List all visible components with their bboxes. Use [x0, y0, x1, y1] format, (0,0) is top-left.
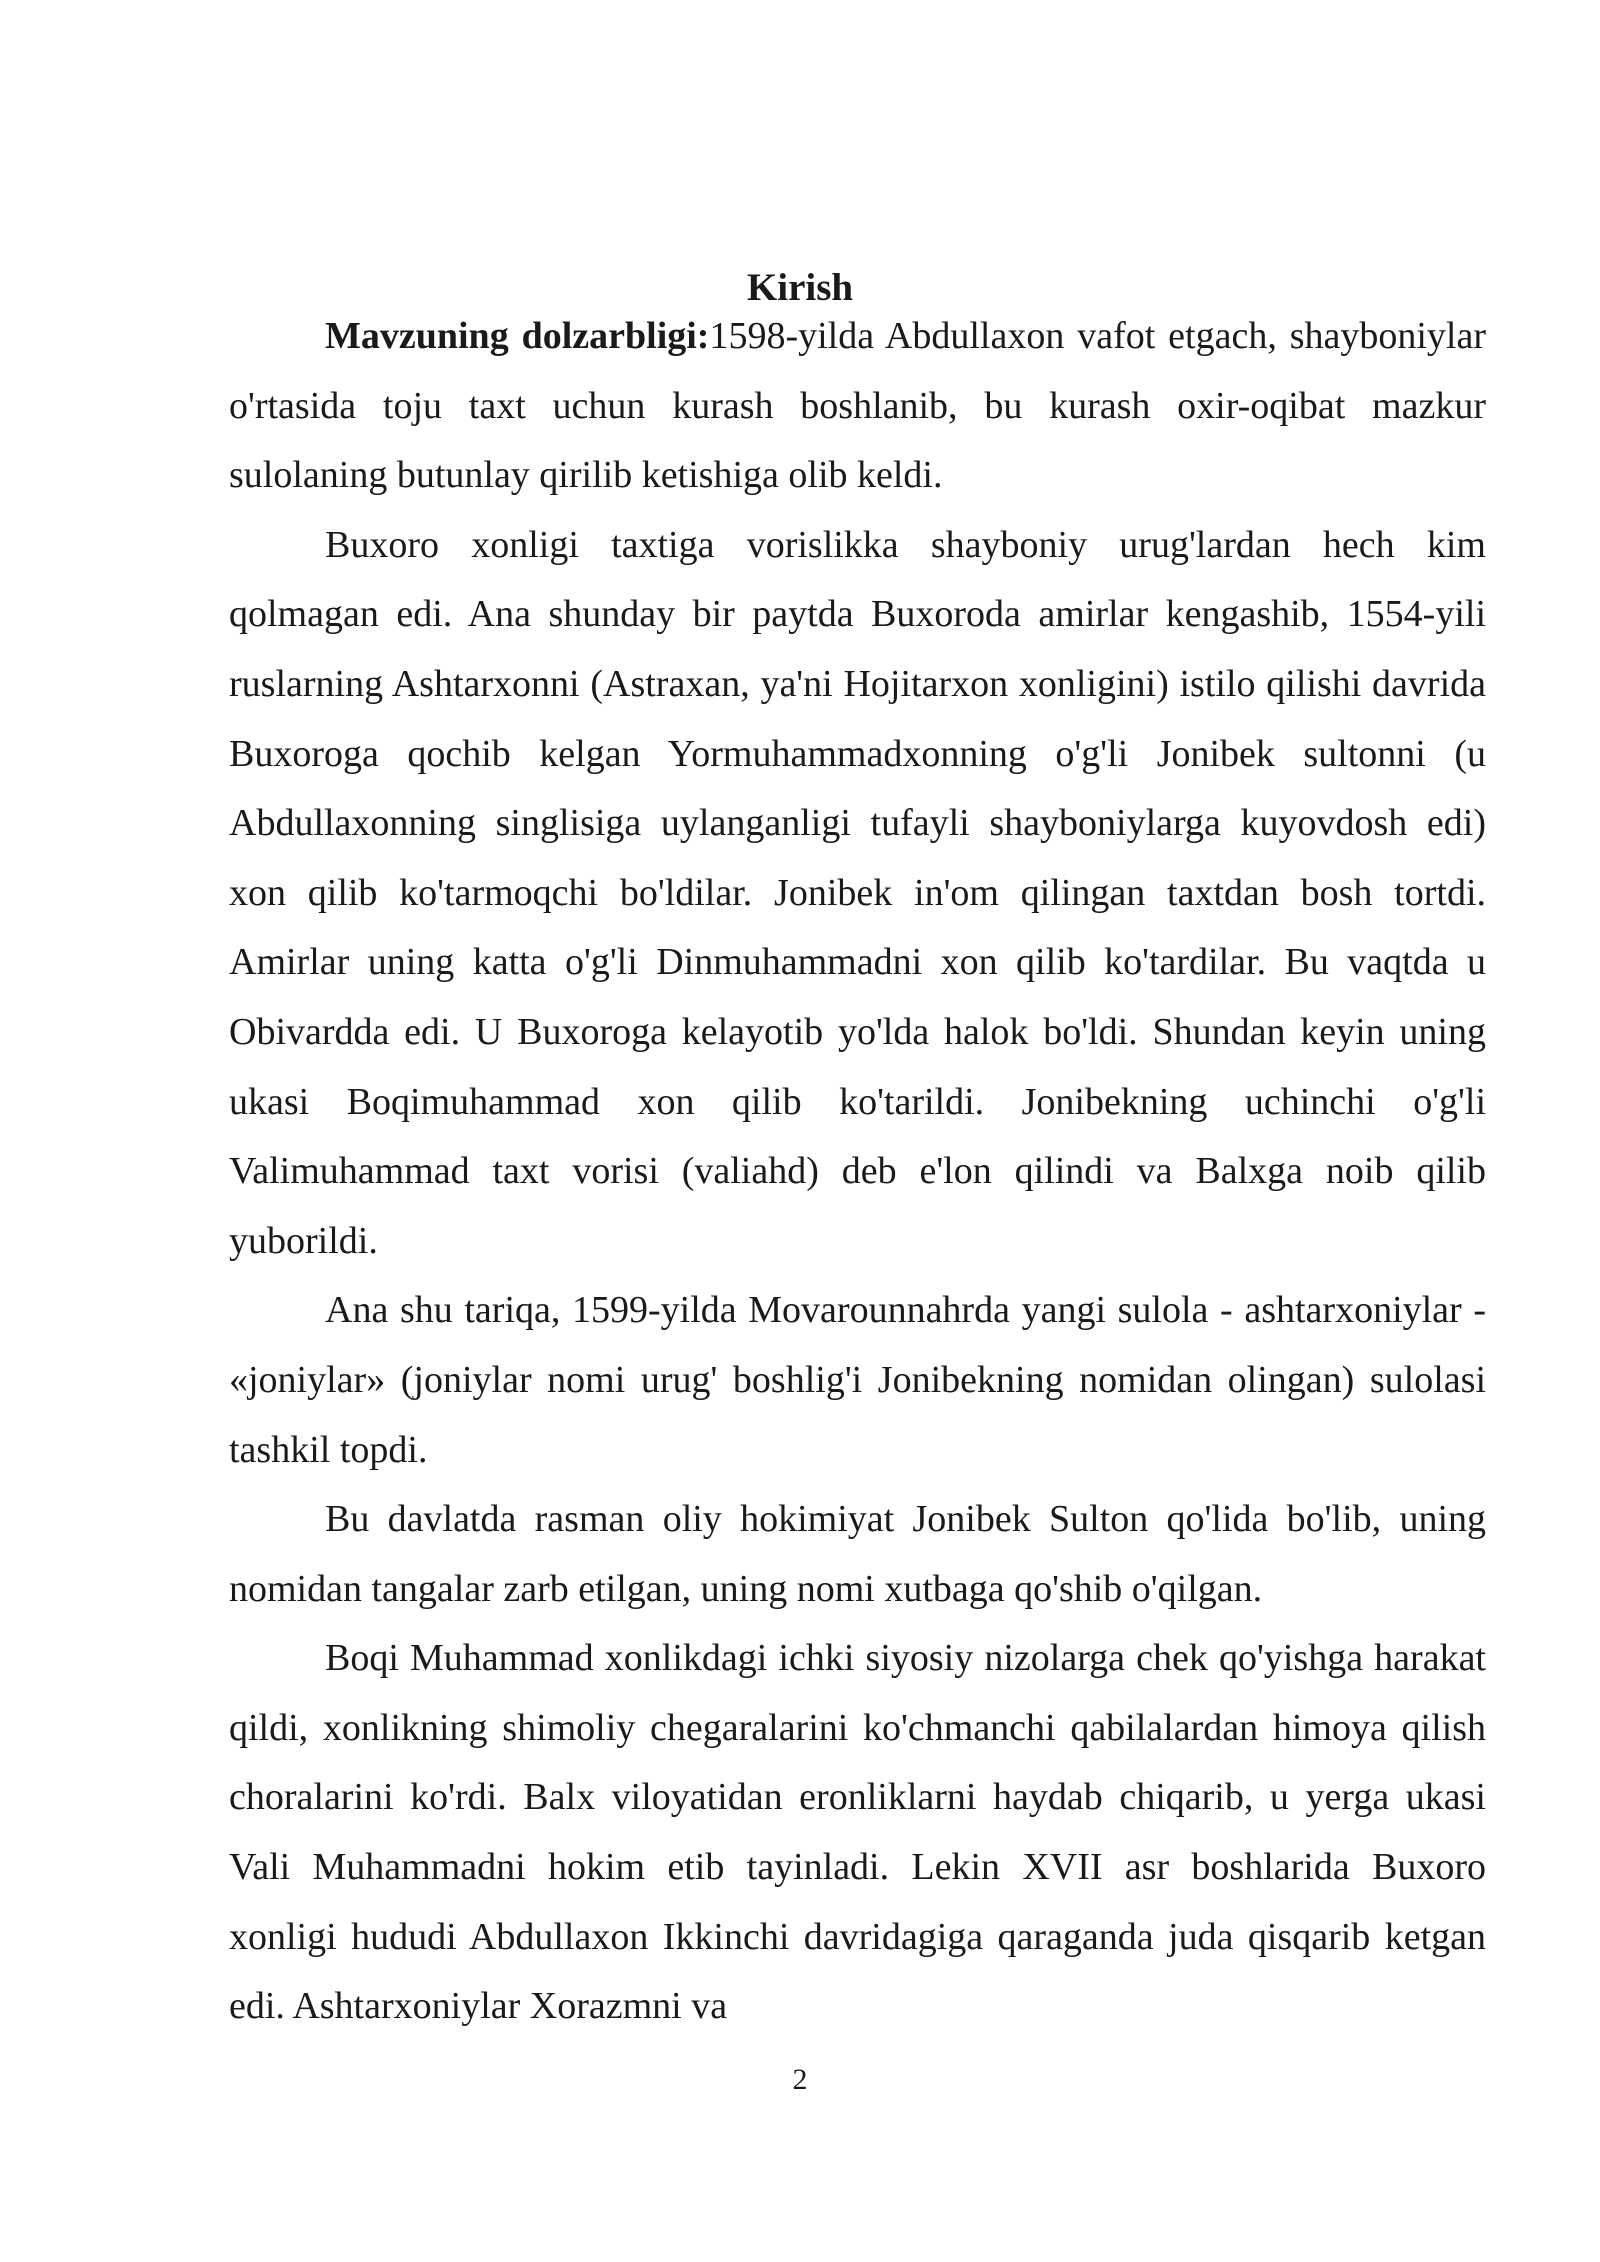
intro-text: 1598-yilda Abdullaxon vafot etgach, shayboniylar o'rtasida toju taxt uchun kurash boshlanib, bu kurash oxir-oqibat mazkur sulolaning butunlay qirilib ketishiga olib keldi. [229, 315, 1486, 497]
body-paragraph: Boqi Muhammad xonlikdagi ichki siyosiy nizolarga chek qo'yishga harakat qildi, xonlikning shimoliy chegaralarini ko'chmanchi qabilalardan himoya qilish choralarini ko'rdi. Balx viloyatidan eronliklarni haydab chiqarib, u yerga ukasi Vali Muhammadni hokim etib tayinladi. Lekin XVII asr boshlarida Buxoro xonligi hududi Abdullaxon Ikkinchi davridagiga qaraganda juda qisqarib ketgan edi. Ashtarxoniylar Xorazmni va [229, 1637, 1486, 2028]
intro-paragraph [229, 302, 1486, 511]
page-number: 2 [792, 2063, 808, 2096]
body-paragraph: Buxoro xonligi taxtiga vorislikka shayboniy urug'lardan hech kim qolmagan edi. Ana shunday bir paytda Buxoroda amirlar kengashib, 1554-yili ruslarning Ashtarxonni (Astraxan, ya'ni Hojitarxon xonligini) istilo qilishi davrida Buxoroga qochib kelgan Yormuhammadxonning o'g'li Jonibek sultonni (u Abdullaxonning singlisiga uylanganligi tufayli shayboniylarga kuyovdosh edi) xon qilib ko'tarmoqchi bo'ldilar. Jonibek in'om qilingan taxtdan bosh tortdi. Amirlar uning katta o'g'li Dinmuhammadni xon qilib ko'tardilar. Bu vaqtda u Obivardda edi. U Buxoroga kelayotib yo'lda halok bo'ldi. Shundan keyin uning ukasi Boqimuhammad xon qilib ko'tarildi. Jonibekning uchinchi o'g'li Valimuhammad taxt vorisi (valiahd) deb e'lon qilindi va Balxga noib qilib yuborildi. [229, 523, 1486, 1262]
body-paragraph: Ana shu tariqa, 1599-yilda Movarounnahrda yangi sulola - ashtarxoniylar - «joniylar» (joniylar nomi urug' boshlig'i Jonibekning nomidan olingan) sulolasi tashkil topdi. [229, 1289, 1486, 1471]
intro-lead: Mavzuning dolzarbligi: [325, 315, 710, 357]
body-paragraph: Bu davlatda rasman oliy hokimiyat Jonibek Sulton qo'lida bo'lib, uning nomidan tangalar zarb etilgan, uning nomi xutbaga qo'shib o'qilgan. [229, 1498, 1486, 1610]
document-body [229, 302, 1486, 2042]
page-title: Kirish [746, 266, 854, 309]
